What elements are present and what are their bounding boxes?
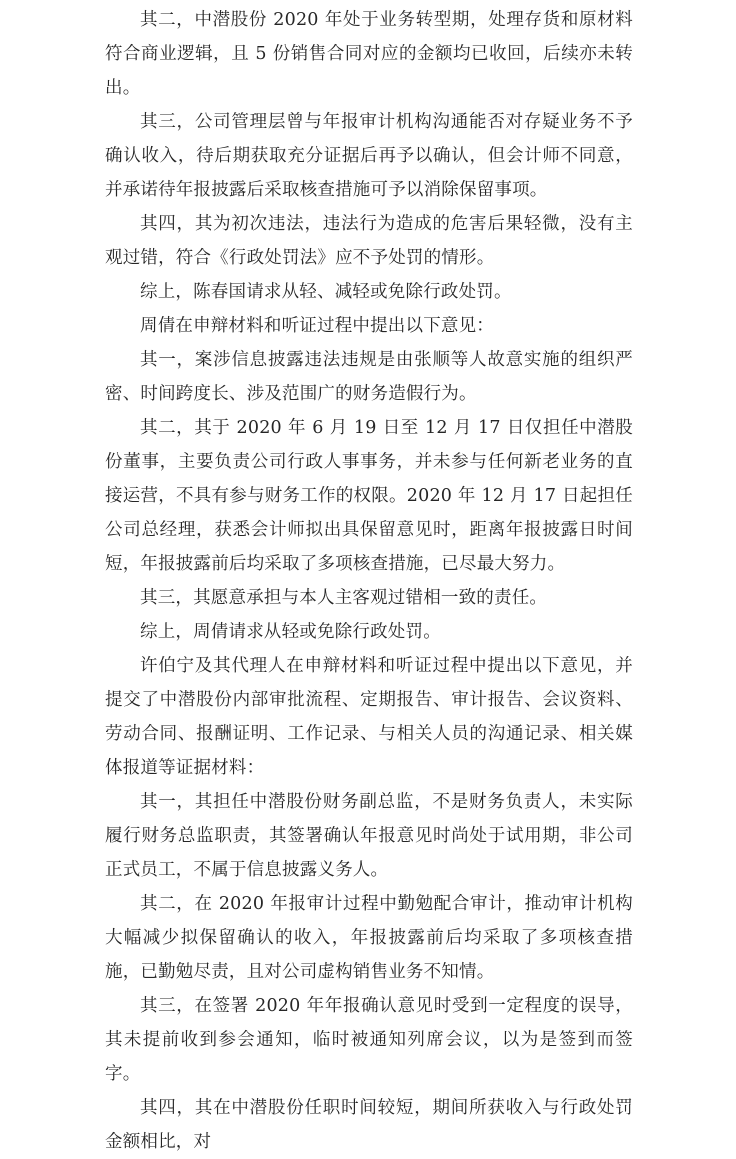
paragraph: 其二，其于 2020 年 6 月 19 日至 12 月 17 日仅担任中潜股份董事，主要负责公司行政人事事务，并未参与任何新老业务的直接运营，不具有参与财务工作的权限。2020 年 12 月 17 日起担任公司总经理，获悉会计师拟出具保留意见时，距离年报披露日时间短，年报披露前后均采取了多项核查措施，已尽最大努力。 bbox=[105, 418, 633, 574]
paragraph: 综上，周倩请求从轻或免除行政处罚。 bbox=[140, 622, 441, 642]
paragraph: 周倩在申辩材料和听证过程中提出以下意见： bbox=[140, 316, 494, 336]
paragraph: 其一，案涉信息披露违法违规是由张顺等人故意实施的组织严密、时间跨度长、涉及范围广的财务造假行为。 bbox=[105, 350, 633, 404]
paragraph: 其四，其在中潜股份任职时间较短，期间所获收入与行政处罚金额相比，对 bbox=[105, 1098, 633, 1152]
paragraph: 许伯宁及其代理人在申辩材料和听证过程中提出以下意见，并提交了中潜股份内部审批流程、定期报告、审计报告、会议资料、劳动合同、报酬证明、工作记录、与相关人员的沟通记录、相关媒体报道等证据材料： bbox=[105, 656, 633, 778]
paragraph: 综上，陈春国请求从轻、减轻或免除行政处罚。 bbox=[140, 282, 512, 302]
paragraph: 其三，公司管理层曾与年报审计机构沟通能否对存疑业务不予确认收入，待后期获取充分证据后再予以确认，但会计师不同意，并承诺待年报披露后采取核查措施可予以消除保留事项。 bbox=[105, 112, 633, 200]
paragraph: 其三，其愿意承担与本人主客观过错相一致的责任。 bbox=[140, 588, 548, 608]
paragraph: 其四，其为初次违法，违法行为造成的危害后果轻微，没有主观过错，符合《行政处罚法》应不予处罚的情形。 bbox=[105, 214, 633, 268]
paragraph: 其三，在签署 2020 年年报确认意见时受到一定程度的误导，其未提前收到参会通知，临时被通知列席会议，以为是签到而签字。 bbox=[105, 996, 633, 1084]
document-text-column bbox=[105, 0, 633, 1159]
paragraph: 其一，其担任中潜股份财务副总监，不是财务负责人，未实际履行财务总监职责，其签署确认年报意见时尚处于试用期，非公司正式员工，不属于信息披露义务人。 bbox=[105, 792, 633, 880]
paragraph: 其二，在 2020 年报审计过程中勤勉配合审计，推动审计机构大幅减少拟保留确认的收入，年报披露前后均采取了多项核查措施，已勤勉尽责，且对公司虚构销售业务不知情。 bbox=[105, 894, 633, 982]
paragraph: 其二，中潜股份 2020 年处于业务转型期，处理存货和原材料符合商业逻辑，且 5 份销售合同对应的金额均已收回，后续亦未转出。 bbox=[105, 10, 633, 98]
